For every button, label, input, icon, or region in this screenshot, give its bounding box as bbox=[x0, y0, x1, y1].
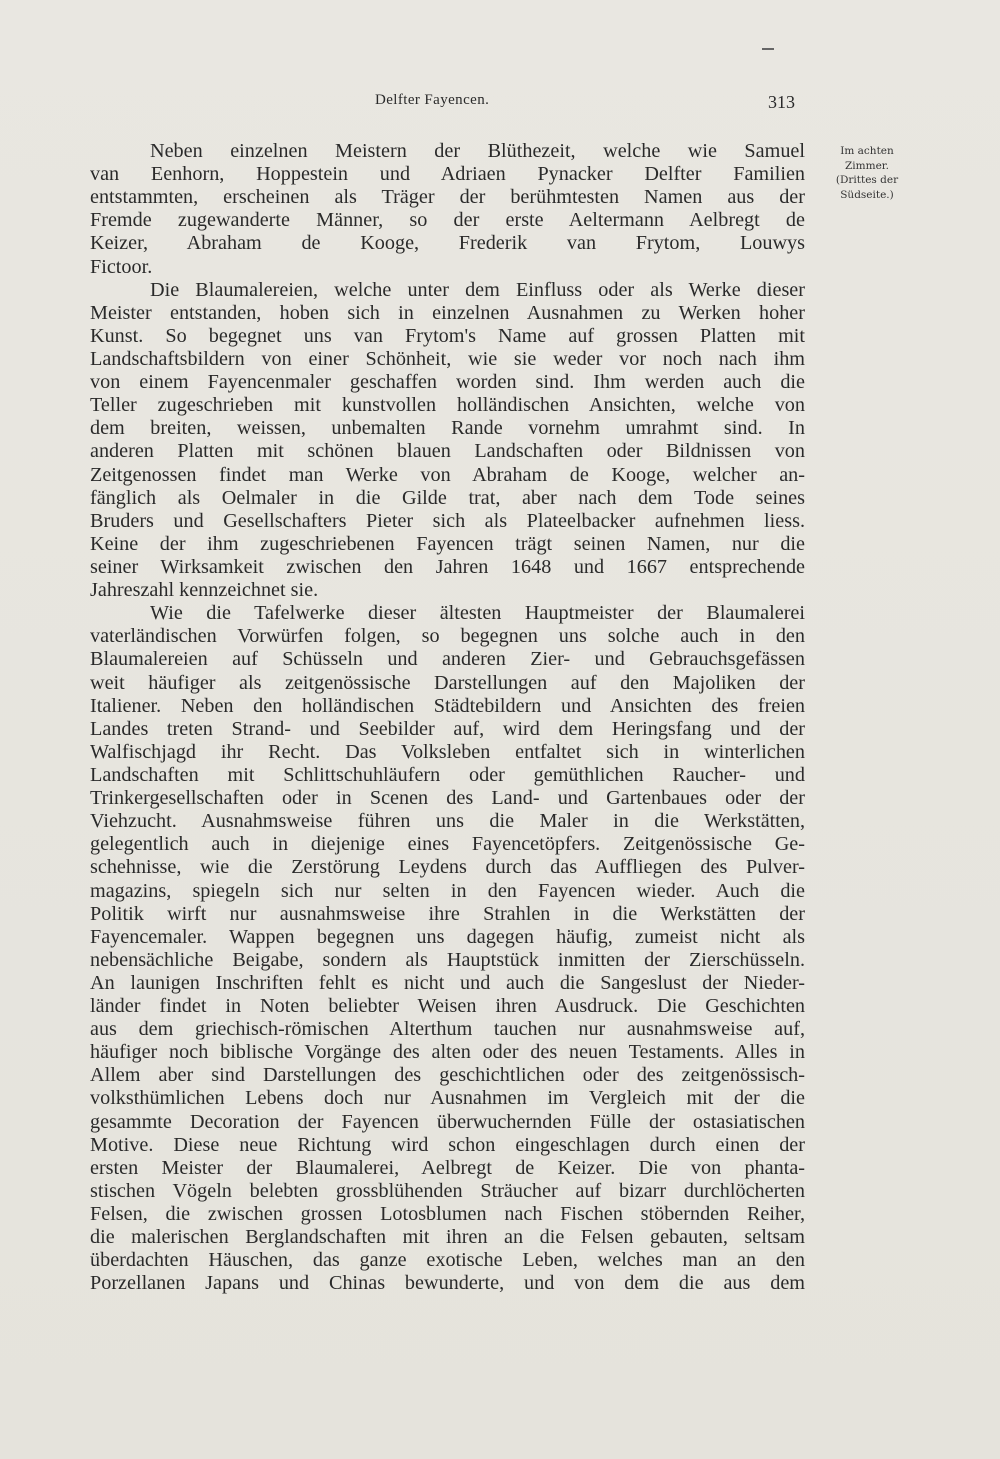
text-line: entstammten, erscheinen als Träger der berühmtesten Namen aus der bbox=[90, 186, 805, 209]
text-line: Walfischjagd ihr Recht. Das Volksleben entfaltet sich in winterlichen bbox=[90, 740, 805, 763]
body-text bbox=[90, 140, 805, 1295]
text-line: weit häufiger als zeitgenössische Darstellungen auf den Majoliken der bbox=[90, 671, 805, 694]
text-line: Fictoor. bbox=[90, 255, 153, 278]
text-line: Zeitgenossen findet man Werke von Abraham de Kooge, welcher an- bbox=[90, 463, 805, 486]
text-line: Neben einzelnen Meistern der Blüthezeit, welche wie Samuel bbox=[150, 140, 805, 162]
running-title: Delfter Fayencen. bbox=[375, 92, 490, 108]
text-line: Viehzucht. Ausnahmsweise führen uns die Maler in die Werkstätten, bbox=[90, 810, 805, 833]
text-line: volksthümlichen Lebens doch nur Ausnahmen im Vergleich mit der die bbox=[90, 1087, 805, 1110]
text-line: aus dem griechisch-römischen Alterthum tauchen nur ausnahmsweise auf, bbox=[90, 1018, 805, 1041]
text-line: stischen Vögeln belebten grossblühenden Sträucher auf bizarr durchlöcherten bbox=[90, 1179, 805, 1202]
margin-note-line: Südseite.) bbox=[840, 188, 894, 201]
text-line: Motive. Diese neue Richtung wird schon eingeschlagen durch einen der bbox=[90, 1133, 805, 1156]
text-line: Politik wirft nur ausnahmsweise ihre Strahlen in die Werkstätten der bbox=[90, 902, 805, 925]
text-line: Fayencemaler. Wappen begegnen uns dagegen häufig, zumeist nicht als bbox=[90, 925, 805, 948]
text-line: Meister entstanden, hoben sich in einzelnen Ausnahmen zu Werken hoher bbox=[90, 301, 805, 324]
text-line: magazins, spiegeln sich nur selten in den Fayencen wieder. Auch die bbox=[90, 879, 805, 902]
text-line: Blaumalereien auf Schüsseln und anderen Zier- und Gebrauchsgefässen bbox=[90, 648, 805, 671]
text-line: Keine der ihm zugeschriebenen Fayencen trägt seinen Namen, nur die bbox=[90, 532, 805, 555]
page-mark bbox=[762, 48, 774, 50]
text-line: Jahreszahl kennzeichnet sie. bbox=[90, 579, 319, 602]
text-line: schehnisse, wie die Zerstörung Leydens durch das Auffliegen des Pulver- bbox=[90, 856, 805, 879]
text-line: An launigen Inschriften fehlt es nicht und auch die Sangeslust der Nieder- bbox=[90, 971, 805, 994]
text-line: Landes treten Strand- und Seebilder auf, wird dem Heringsfang und der bbox=[90, 717, 805, 740]
text-line: seiner Wirksamkeit zwischen den Jahren 1648 und 1667 entsprechende bbox=[90, 555, 805, 578]
text-line: Italiener. Neben den holländischen Städtebildern und Ansichten des freien bbox=[90, 694, 805, 717]
text-line: nebensächliche Beigabe, sondern als Hauptstück inmitten der Zierschüsseln. bbox=[90, 948, 805, 971]
text-line: Porzellanen Japans und Chinas bewunderte, und von dem die aus dem bbox=[90, 1272, 805, 1295]
text-line: überdachten Häuschen, das ganze exotische Leben, welches man an den bbox=[90, 1249, 805, 1272]
text-line: dem breiten, weissen, unbemalten Rande vornehm umrahmt sind. In bbox=[90, 417, 805, 440]
text-line: von einem Fayencenmaler geschaffen worden sind. Ihm werden auch die bbox=[90, 371, 805, 394]
text-line: van Eenhorn, Hoppestein und Adriaen Pynacker Delfter Familien bbox=[90, 163, 805, 186]
text-line: gesammte Decoration der Fayencen überwuchernden Fülle der ostasiatischen bbox=[90, 1110, 805, 1133]
text-line: Trinkergesellschaften oder in Scenen des Land- und Gartenbaues oder der bbox=[90, 787, 805, 810]
text-line: Die Blaumalereien, welche unter dem Einfluss oder als Werke dieser bbox=[150, 278, 805, 301]
text-line: fänglich als Oelmaler in die Gilde trat, aber nach dem Tode seines bbox=[90, 486, 805, 509]
text-line: ersten Meister der Blaumalerei, Aelbregt de Keizer. Die von phanta- bbox=[90, 1156, 805, 1179]
text-line: Keizer, Abraham de Kooge, Frederik van Frytom, Louwys bbox=[90, 232, 805, 255]
text-line: Kunst. So begegnet uns van Frytom's Name auf grossen Platten mit bbox=[90, 324, 805, 347]
text-line: Bruders und Gesellschafters Pieter sich als Plateelbacker aufnehmen liess. bbox=[90, 509, 805, 532]
text-line: vaterländischen Vorwürfen folgen, so begegnen uns solche auch in den bbox=[90, 625, 805, 648]
margin-note bbox=[822, 144, 912, 202]
text-line: länder findet in Noten beliebter Weisen ihren Ausdruck. Die Geschichten bbox=[90, 995, 805, 1018]
text-line: Landschaftsbildern von einer Schönheit, wie sie weder vor noch nach ihm bbox=[90, 347, 805, 370]
margin-note-line: Im achten bbox=[840, 145, 894, 157]
text-line: Wie die Tafelwerke dieser ältesten Hauptmeister der Blaumalerei bbox=[150, 602, 805, 625]
text-line: Landschaften mit Schlittschuhläufern oder gemüthlichen Raucher- und bbox=[90, 763, 805, 786]
text-line: anderen Platten mit schönen blauen Landschaften oder Bildnissen von bbox=[90, 440, 805, 463]
text-line: Allem aber sind Darstellungen des geschichtlichen oder des zeitgenössisch- bbox=[90, 1064, 805, 1087]
text-line: Teller zugeschrieben mit kunstvollen holländischen Ansichten, welche von bbox=[90, 394, 805, 417]
text-line: Felsen, die zwischen grossen Lotosblumen nach Fischen stöbernden Reiher, bbox=[90, 1203, 805, 1226]
text-line: gelegentlich auch in diejenige eines Fayencetöpfers. Zeitgenössische Ge- bbox=[90, 833, 805, 856]
text-line: häufiger noch biblische Vorgänge des alten oder des neuen Testaments. Alles in bbox=[90, 1041, 805, 1064]
text-line: Fremde zugewanderte Männer, so der erste Aeltermann Aelbregt de bbox=[90, 209, 805, 232]
margin-note-line: Zimmer. bbox=[845, 159, 889, 172]
page-number: 313 bbox=[768, 92, 795, 112]
text-line: die malerischen Berglandschaften mit ihren an die Felsen gebauten, seltsam bbox=[90, 1226, 805, 1249]
margin-note-line: (Drittes der bbox=[835, 174, 899, 186]
